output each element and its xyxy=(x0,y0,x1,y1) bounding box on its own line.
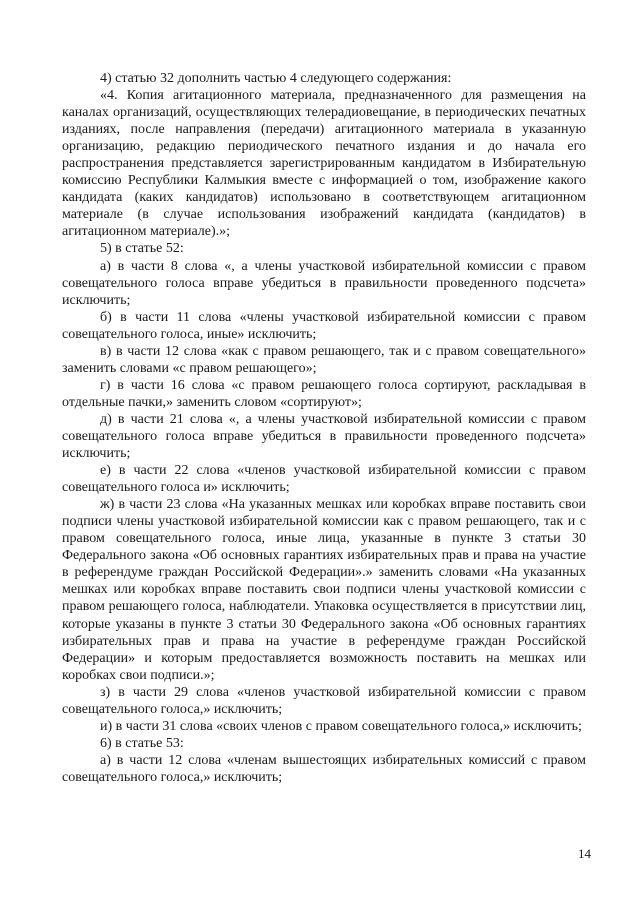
paragraph-item-z: з) в части 29 слова «членов участковой избирательной комиссии с правом совещательного голоса,» исключить; xyxy=(62,684,586,717)
paragraph-item-v: в) в части 12 слова «как с правом решающего, так и с правом совещательного» заменить словами «с правом решающего»; xyxy=(62,343,586,376)
paragraph-item-b: б) в части 11 слова «члены участковой избирательной комиссии с правом совещательного голоса, иные» исключить; xyxy=(62,309,586,342)
page-number: 14 xyxy=(578,846,591,861)
paragraph-item-d: д) в части 21 слова «, а члены участковой избирательной комиссии с правом совещательного голоса вправе убедиться в правильности проведенного подсчета» исключить; xyxy=(62,411,586,462)
paragraph-item-g: г) в части 16 слова «с правом решающего голоса сортируют, раскладывая в отдельные пачки,» заменить словом «сортируют»; xyxy=(62,377,586,410)
document-body xyxy=(62,70,586,786)
paragraph-article-53-item-a: а) в части 12 слова «членам вышестоящих избирательных комиссий с правом совещательного голоса,» исключить; xyxy=(62,752,586,785)
paragraph-item-i: и) в части 31 слова «своих членов с правом совещательного голоса,» исключить; xyxy=(100,718,582,734)
paragraph-item-e: е) в части 22 слова «членов участковой избирательной комиссии с правом совещательного голоса и» исключить; xyxy=(62,463,586,496)
paragraph-part-4-text: «4. Копия агитационного материала, предназначенного для размещения на каналах организаций, осуществляющих телерадиовещание, в периодических печатных изданиях, после направления (передачи) агитационного материала в указанную организацию, редакцию периодического печатного издания и до начала его распространения представляется зарегистрированным кандидатом в Избирательную комиссию Республики Калмыкия вместе с информацией о том, изображение какого кандидата (каких кандидатов) использовано в соответствующем агитационном материале (в случае использования изображений кандидата (кандидатов) в агитационном материале).»; xyxy=(62,88,586,240)
paragraph-article-53-heading: 6) в статье 53: xyxy=(100,735,184,751)
paragraph-item-zh: ж) в части 23 слова «На указанных мешках или коробках вправе поставить свои подписи члены участковой избирательной комиссии как с правом решающего, так и с правом совещательного голоса, иные лица, указанные в пункте 3 статьи 30 Федерального закона «Об основных гарантиях избирательных прав и права на участие в референдуме граждан Российской Федерации».» заменить словами «На указанных мешках или коробках вправе поставить свои подписи члены участковой комиссии с правом решающего голоса, наблюдатели. Упаковка осуществляется в присутствии лиц, которые указаны в пункте 3 статьи 30 Федерального закона «Об основных гарантиях избирательных прав и права на участие в референдуме граждан Российской Федерации» и которым предоставляется возможность поставить на мешках или коробках свои подписи.»; xyxy=(62,497,586,683)
paragraph-amend-article-32: 4) статью 32 дополнить частью 4 следующего содержания: xyxy=(100,71,452,86)
paragraph-article-52-heading: 5) в статье 52: xyxy=(100,241,184,257)
paragraph-item-a: а) в части 8 слова «, а члены участковой избирательной комиссии с правом совещательного голоса вправе убедиться в правильности проведенного подсчета» исключить; xyxy=(62,258,586,308)
